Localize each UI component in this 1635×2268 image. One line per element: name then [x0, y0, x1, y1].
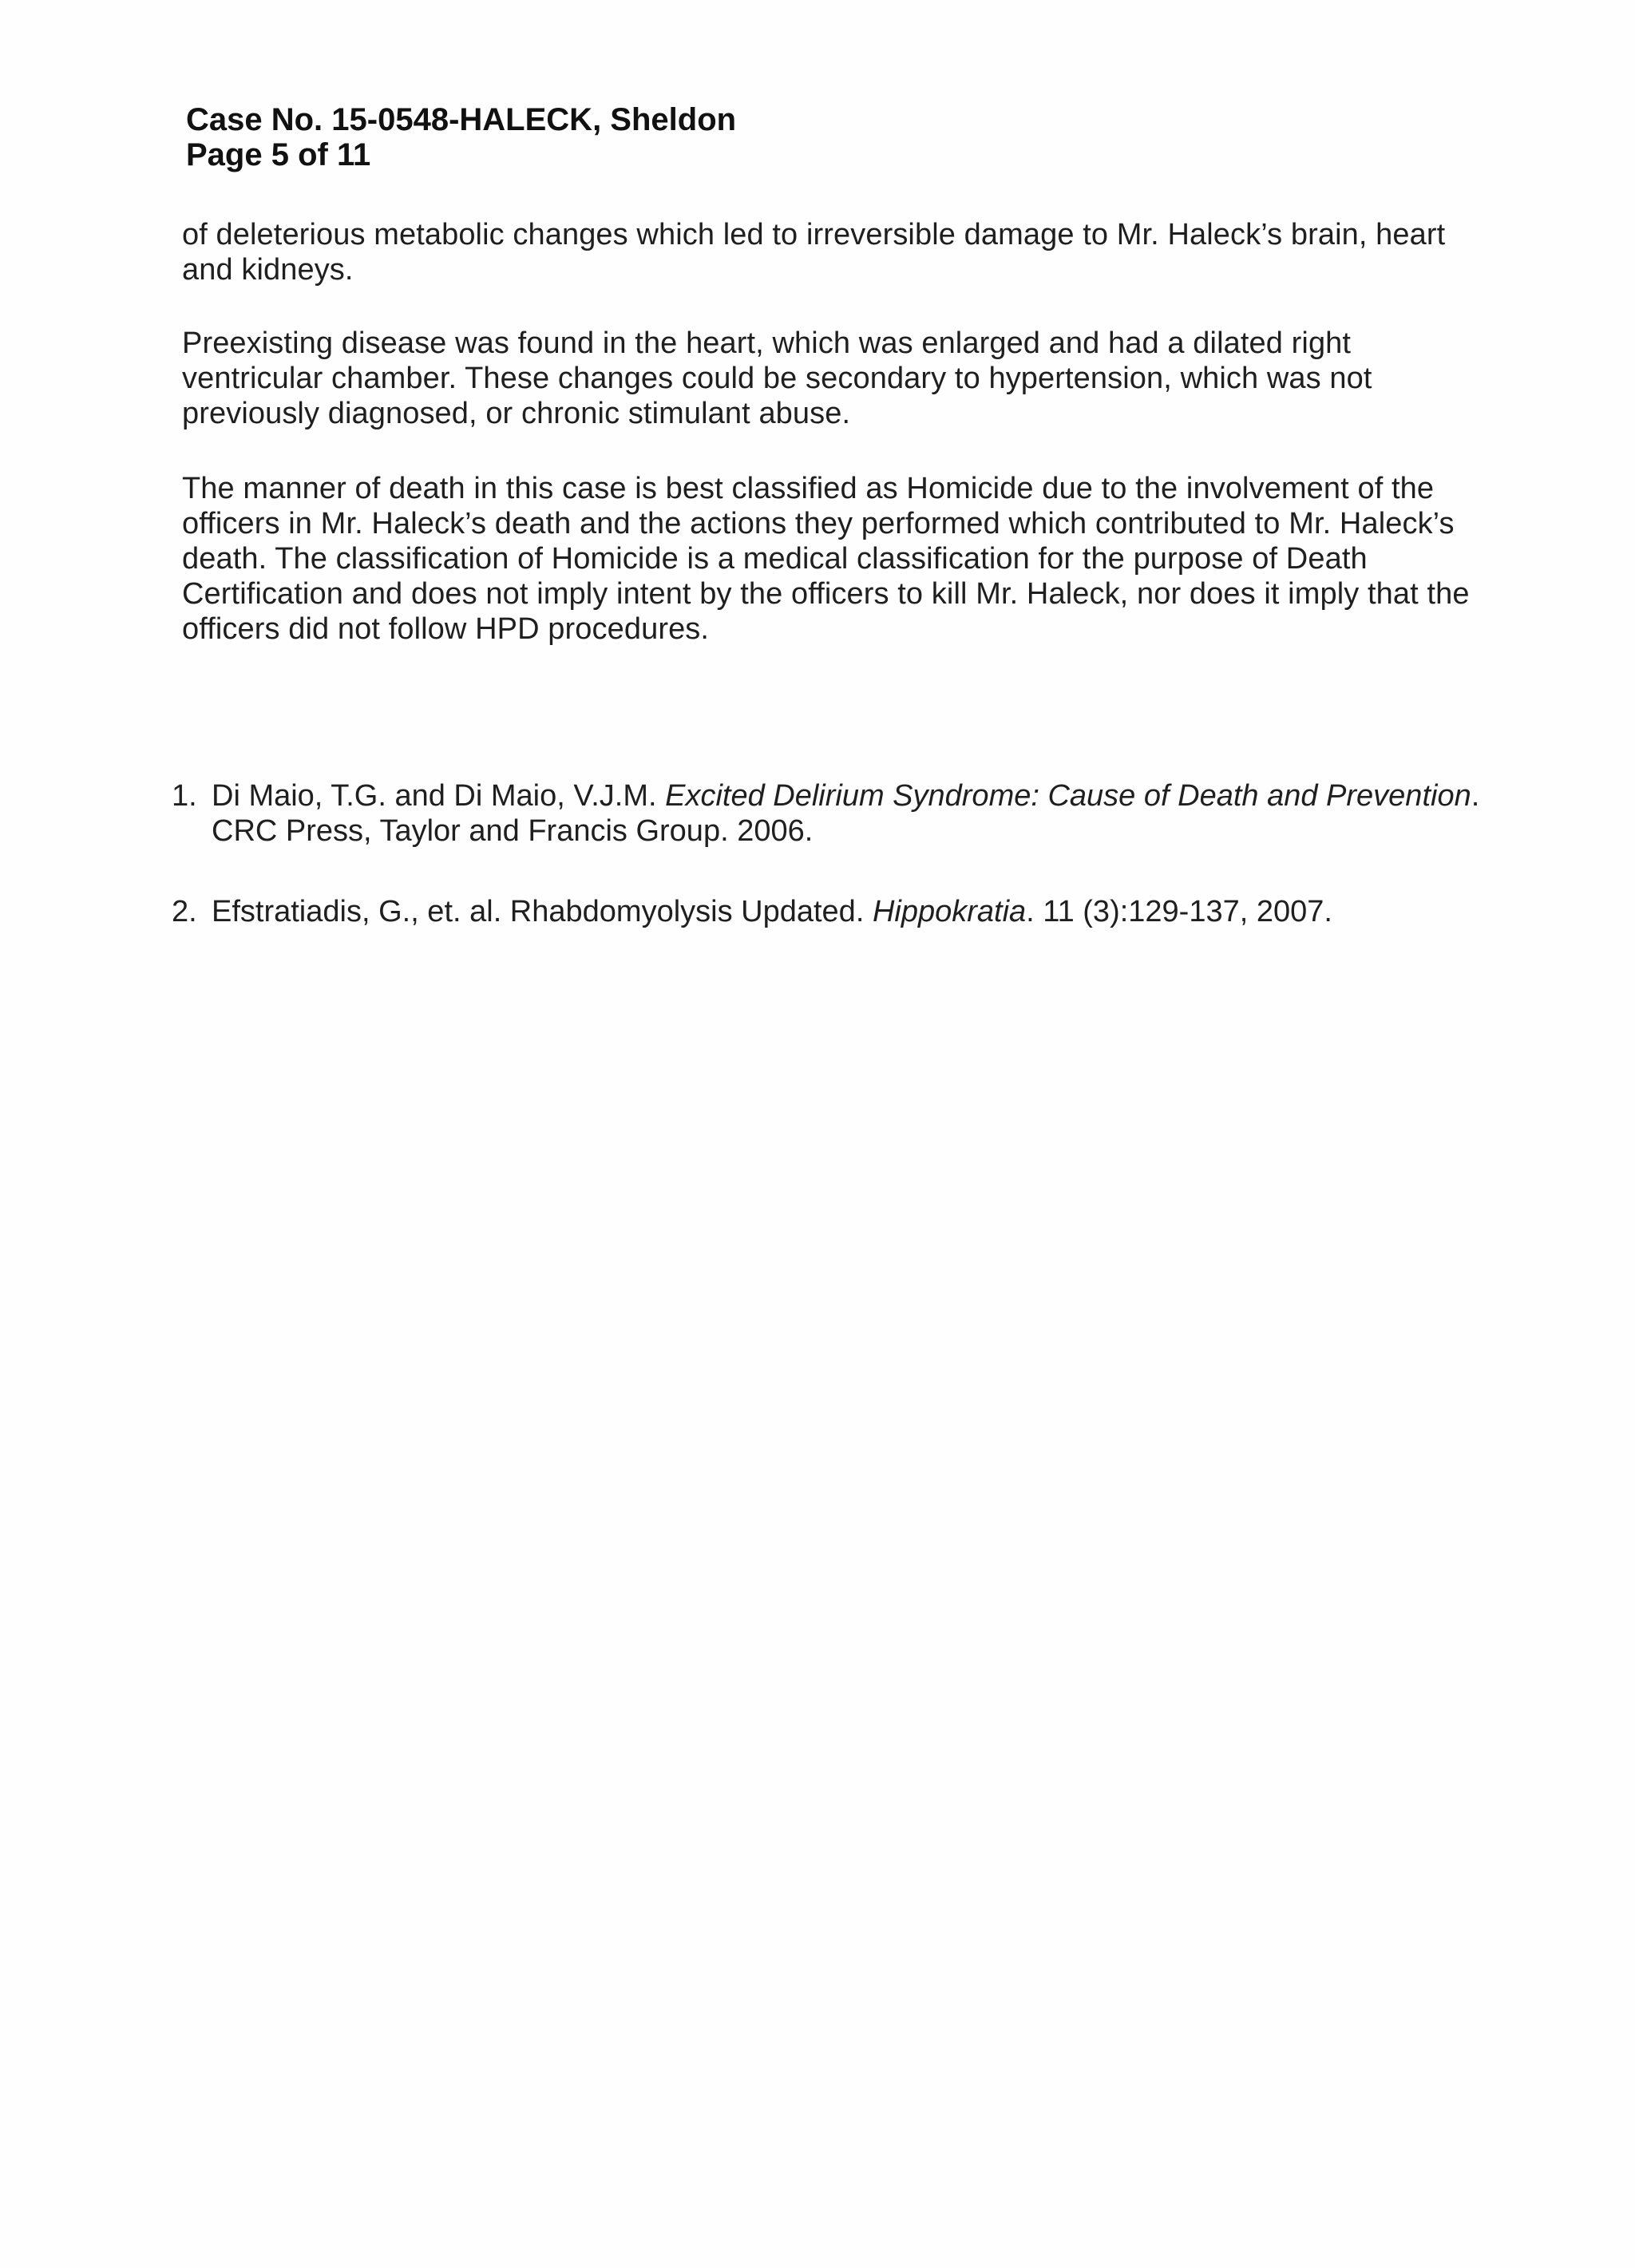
- case-number: Case No. 15-0548-HALECK, Sheldon: [186, 102, 737, 137]
- reference-item: [172, 894, 1489, 929]
- reference-number: 1.: [172, 779, 197, 813]
- paragraph-manner-of-death: The manner of death in this case is best classified as Homicide due to the involvement of the officers in Mr. Haleck’s death and the actions they performed which contributed to Mr. Haleck’s death. The classification of Homicide is a medical classification for the purpose of Death Certification and does not imply intent by the officers to kill Mr. Haleck, nor does it imply that the officers did not follow HPD procedures.: [182, 472, 1470, 646]
- reference-number: 2.: [172, 895, 197, 928]
- reference-details: . 11 (3):129-137, 2007.: [1026, 895, 1332, 928]
- reference-list: [172, 778, 1489, 849]
- reference-title: Hippokratia: [872, 895, 1027, 928]
- paragraph-preexisting-disease: Preexisting disease was found in the heart, which was enlarged and had a dilated right ventricular chamber. These changes could be secondary to hypertension, which was not previously diagnosed, or chronic stimulant abuse.: [182, 327, 1372, 430]
- page-number: Page 5 of 11: [186, 137, 371, 172]
- paragraph-metabolic-changes: of deleterious metabolic changes which led to irreversible damage to Mr. Haleck’s brain, heart and kidneys.: [182, 218, 1446, 287]
- page-header: [186, 102, 736, 172]
- reference-details: . CRC Press, Taylor and Francis Group. 2006.: [212, 779, 1480, 848]
- reference-list: [172, 894, 1489, 929]
- reference-authors: Efstratiadis, G., et. al. Rhabdomyolysis Updated.: [212, 895, 873, 928]
- reference-title: Excited Delirium Syndrome: Cause of Death and Prevention: [665, 779, 1471, 813]
- reference-item: [172, 778, 1489, 849]
- reference-authors: Di Maio, T.G. and Di Maio, V.J.M.: [212, 779, 666, 813]
